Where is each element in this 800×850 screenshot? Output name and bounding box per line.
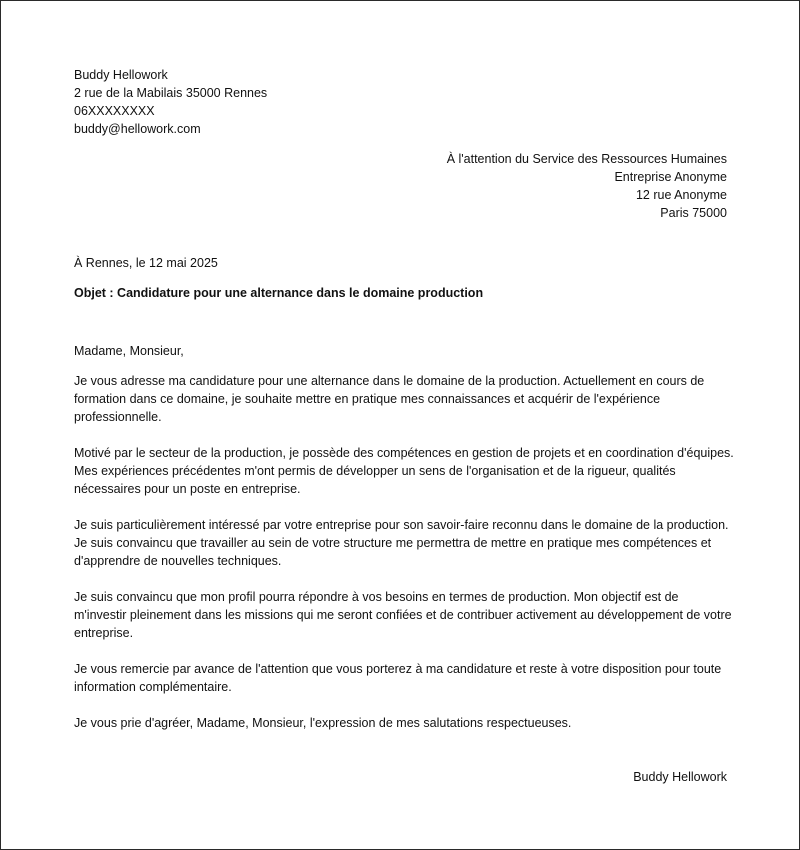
recipient-attention: À l'attention du Service des Ressources Humaines — [446, 152, 727, 166]
sender-email: buddy@hellowork.com — [74, 122, 201, 136]
sender-address: 2 rue de la Mabilais 35000 Rennes — [74, 86, 268, 100]
body-paragraph-1: Je vous adresse ma candidature pour une alternance dans le domaine de la production. Actuellement en cours de formation dans ce domaine, je souhaite mettre en pratique mes connaissances et acquérir de l'expérience professionnelle. — [74, 374, 705, 424]
body-paragraph-3: Je suis particulièrement intéressé par votre entreprise pour son savoir-faire reconnu dans le domaine de la production. Je suis convaincu que travailler au sein de votre structure me permettra de mettre en pratique mes compétences et d'apprendre de nouvelles techniques. — [74, 518, 729, 568]
salutation: Madame, Monsieur, — [74, 344, 184, 358]
signature: Buddy Hellowork — [633, 770, 727, 784]
closing-paragraph: Je vous prie d'agréer, Madame, Monsieur, l'expression de mes salutations respectueuses. — [74, 716, 572, 730]
subject-line: Objet : Candidature pour une alternance dans le domaine production — [74, 286, 484, 300]
sender-block — [74, 66, 267, 138]
sender-name: Buddy Hellowork — [74, 68, 168, 82]
recipient-company: Entreprise Anonyme — [614, 170, 727, 184]
recipient-street: 12 rue Anonyme — [635, 188, 727, 202]
sender-phone: 06XXXXXXXX — [74, 104, 155, 118]
recipient-block — [447, 150, 727, 222]
body-paragraph-4: Je suis convaincu que mon profil pourra répondre à vos besoins en termes de production. Mon objectif est de m'investir pleinement dans les missions qui me seront confiées et de contribuer activement au développement de votre entreprise. — [74, 590, 732, 640]
body-paragraph-2: Motivé par le secteur de la production, je possède des compétences en gestion de projets et en coordination d'équipes. Mes expériences précédentes m'ont permis de développer un sens de l'organisation et de la rigueur, qualités nécessaires pour un poste en entreprise. — [74, 446, 734, 496]
body-paragraph-5: Je vous remercie par avance de l'attention que vous porterez à ma candidature et reste à votre disposition pour toute information complémentaire. — [74, 662, 722, 694]
date-line: À Rennes, le 12 mai 2025 — [74, 256, 218, 270]
recipient-city: Paris 75000 — [660, 206, 727, 220]
